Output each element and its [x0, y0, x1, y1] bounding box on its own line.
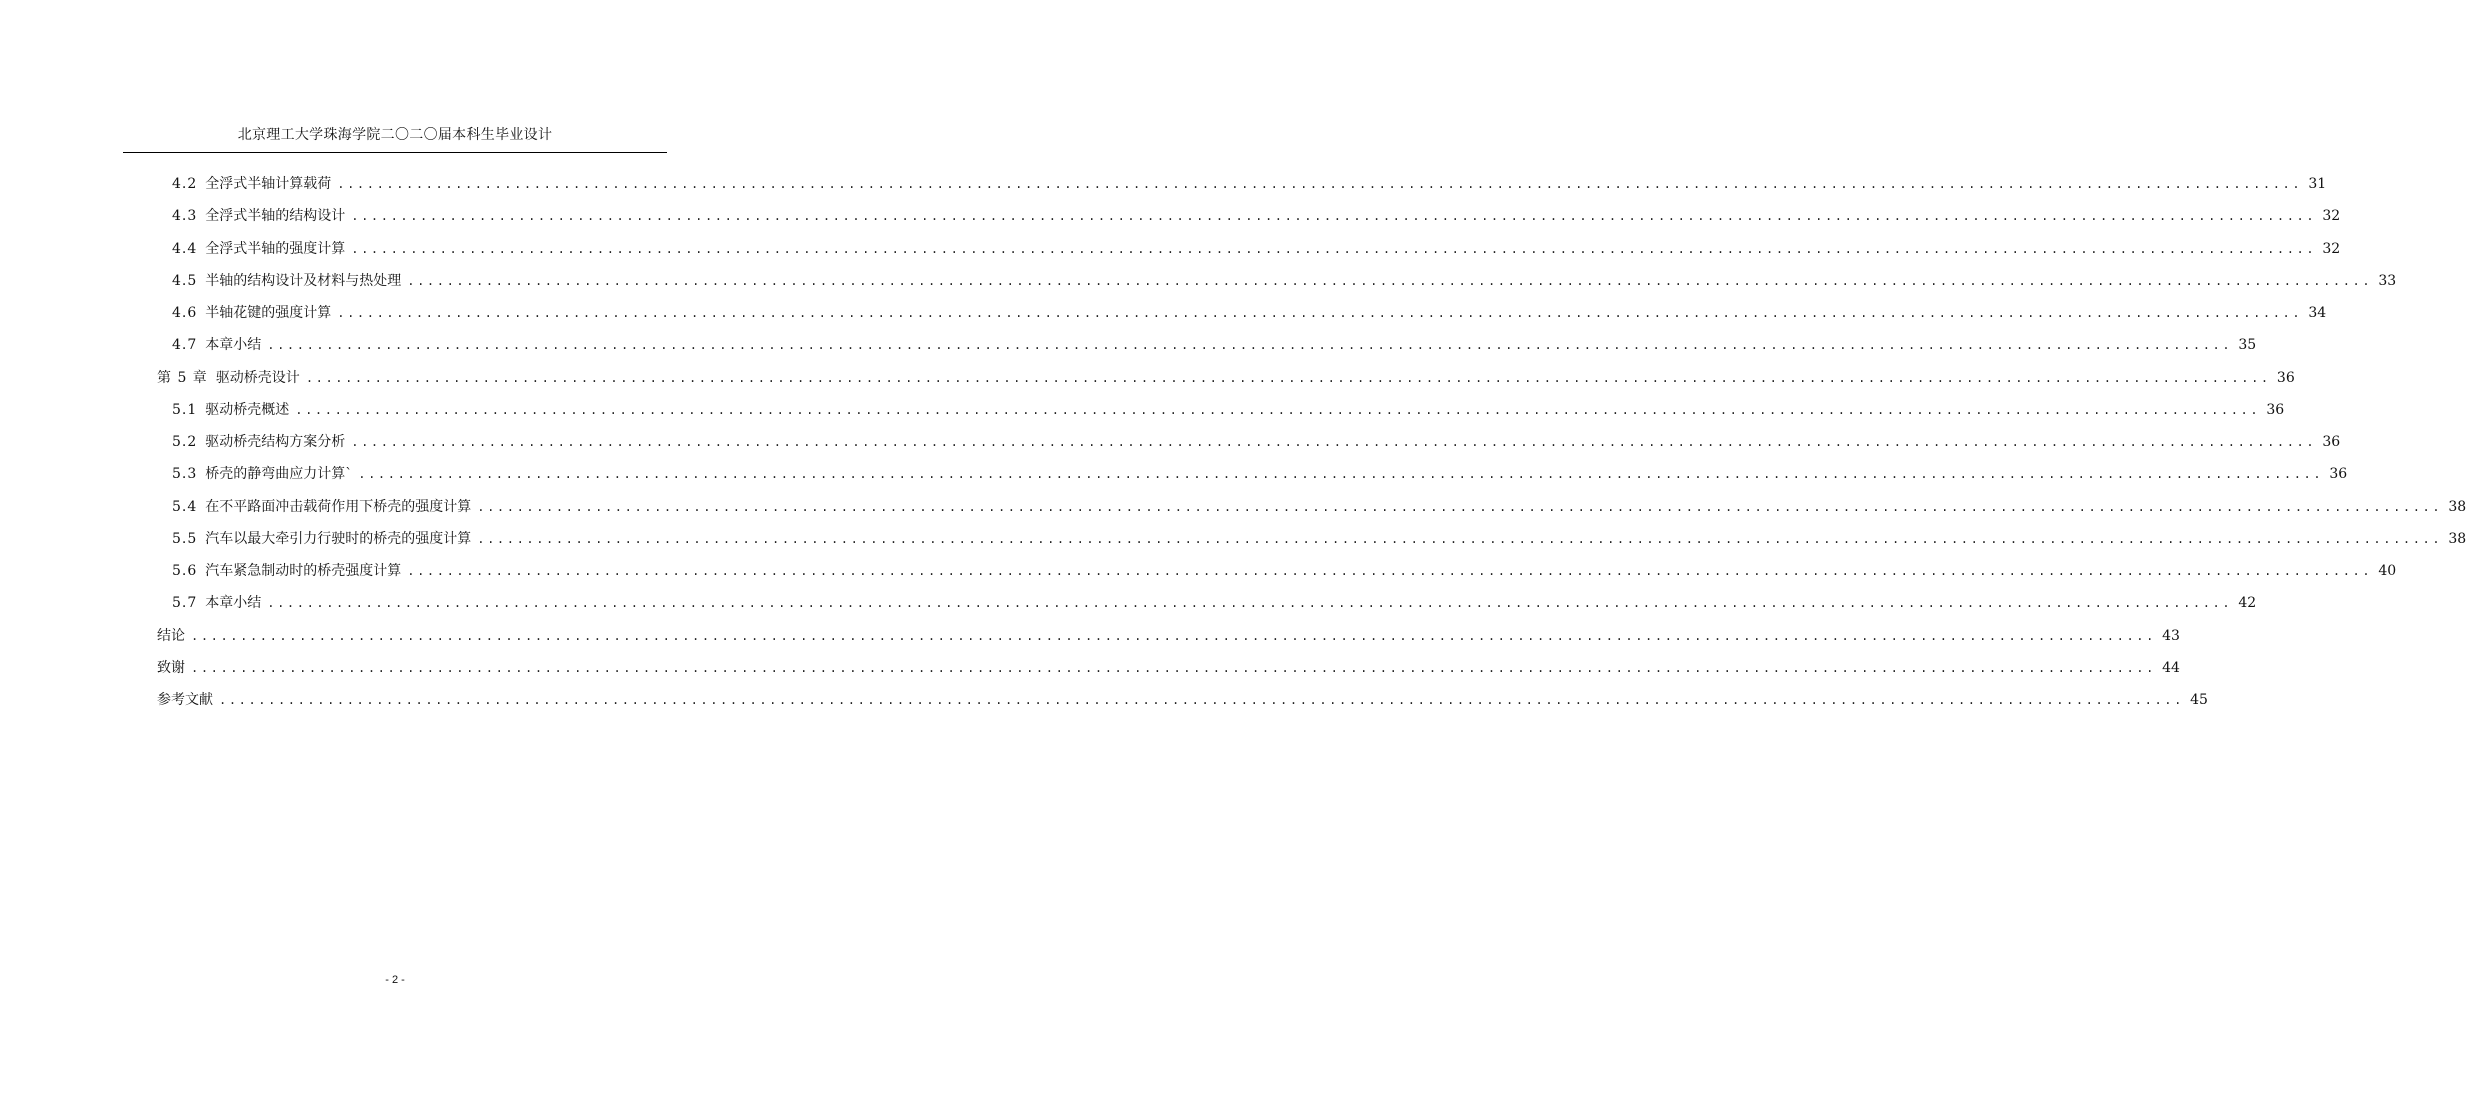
toc-dot-leader: ........................................................................................................................................................................................................: [305, 371, 2271, 385]
toc-entry-page: 34: [2308, 305, 2327, 321]
toc-entry-number: 4.4: [172, 241, 198, 257]
toc-entry[interactable]: [172, 173, 2327, 195]
toc-entry-title: 半轴花键的强度计算: [205, 305, 332, 321]
toc-entry-page: 44: [2162, 660, 2180, 676]
toc-dot-leader: ........................................................................................................................................................................................................: [351, 435, 2317, 449]
page-header-title: 北京理工大学珠海学院二〇二〇届本科生毕业设计: [237, 127, 553, 143]
toc-entry-title: 本章小结: [205, 337, 262, 353]
toc-entry[interactable]: [172, 592, 2257, 614]
toc-entry-title: 桥壳的静弯曲应力计算`: [205, 466, 353, 482]
toc-entry-page: 38: [2448, 531, 2466, 547]
page-number: - 2 -: [385, 974, 405, 986]
toc-entry-page: 40: [2378, 563, 2397, 579]
toc-dot-leader: ........................................................................................................................................................................................................: [407, 274, 2373, 288]
toc-entry[interactable]: [172, 399, 2285, 421]
toc-entry-heading: [157, 689, 213, 711]
toc-entry-title: 在不平路面冲击载荷作用下桥壳的强度计算: [205, 499, 472, 515]
toc-entry-number: 5.7: [172, 595, 198, 611]
toc-entry-title: 全浮式半轴计算载荷: [205, 176, 332, 192]
toc-entry-page: 36: [2322, 434, 2341, 450]
toc-entry[interactable]: [172, 302, 2327, 324]
toc-entry-title: 致谢: [157, 660, 185, 676]
toc-entry-title: 汽车以最大牵引力行驶时的桥壳的强度计算: [205, 531, 472, 547]
toc-dot-leader: ........................................................................................................................................................................................................: [267, 338, 2233, 352]
toc-dot-leader: ........................................................................................................................................................................................................: [267, 596, 2233, 610]
toc-entry-number: 4.5: [172, 273, 198, 289]
toc-entry-number: 5.5: [172, 531, 198, 547]
toc-dot-leader: ........................................................................................................................................................................................................: [358, 467, 2324, 481]
toc-entry-page: 33: [2378, 273, 2397, 289]
toc-dot-leader: ........................................................................................................................................................................................................: [407, 564, 2373, 578]
toc-entry-heading: [157, 367, 300, 389]
toc-entry-title: 参考文献: [157, 692, 213, 708]
toc-entry[interactable]: [157, 625, 2180, 647]
toc-entry[interactable]: [172, 270, 2397, 292]
toc-entry-heading: [157, 657, 185, 679]
toc-entry[interactable]: [172, 334, 2257, 356]
toc-entry-heading: [172, 431, 345, 453]
toc-entry-heading: [172, 302, 331, 324]
toc-entry[interactable]: [157, 657, 2180, 679]
toc-entry-page: 42: [2238, 595, 2257, 611]
toc-entry-number: 5.2: [172, 434, 198, 450]
toc-entry[interactable]: [172, 496, 2466, 518]
toc-entry[interactable]: [172, 560, 2397, 582]
toc-entry-title: 本章小结: [205, 595, 262, 611]
toc-entry-number: 4.3: [172, 208, 198, 224]
toc-entry-title: 驱动桥壳结构方案分析: [205, 434, 346, 450]
toc-entry[interactable]: [172, 431, 2341, 453]
toc-entry-number: 5.1: [172, 402, 198, 418]
toc-dot-leader: ........................................................................................................................................................................................................: [191, 629, 2156, 643]
toc-dot-leader: ........................................................................................................................................................................................................: [351, 242, 2317, 256]
toc-dot-leader: ........................................................................................................................................................................................................: [477, 532, 2443, 546]
toc-entry-number: 5.4: [172, 499, 198, 515]
toc-entry-page: 36: [2276, 370, 2295, 386]
toc-entry[interactable]: [172, 463, 2348, 485]
toc-entry-heading: [172, 560, 401, 582]
toc-entry-number: 第 5 章: [157, 370, 208, 386]
toc-entry-page: 43: [2162, 628, 2180, 644]
toc-entry-heading: [172, 205, 345, 227]
toc-entry-page: 36: [2329, 466, 2348, 482]
toc-entry-number: 4.7: [172, 337, 198, 353]
toc-dot-leader: ........................................................................................................................................................................................................: [351, 209, 2317, 223]
toc-entry-number: 4.6: [172, 305, 198, 321]
toc-entry-page: 45: [2190, 692, 2208, 708]
toc-entry-title: 全浮式半轴的结构设计: [205, 208, 346, 224]
toc-entry-page: 36: [2266, 402, 2285, 418]
toc-entry-title: 驱动桥壳设计: [215, 370, 300, 386]
toc-entry-page: 32: [2322, 241, 2341, 257]
toc-dot-leader: ........................................................................................................................................................................................................: [219, 693, 2184, 707]
toc-dot-leader: ........................................................................................................................................................................................................: [337, 306, 2303, 320]
toc-entry-page: 31: [2308, 176, 2327, 192]
toc-entry-page: 32: [2322, 208, 2341, 224]
toc-dot-leader: ........................................................................................................................................................................................................: [295, 403, 2261, 417]
toc-dot-leader: ........................................................................................................................................................................................................: [337, 177, 2303, 191]
toc-entry-page: 38: [2448, 499, 2466, 515]
toc-entry-heading: [172, 173, 331, 195]
toc-entry-title: 半轴的结构设计及材料与热处理: [205, 273, 402, 289]
toc-dot-leader: ........................................................................................................................................................................................................: [477, 500, 2443, 514]
toc-entry[interactable]: [157, 367, 2295, 389]
toc-entry[interactable]: [172, 528, 2466, 550]
toc-entry-heading: [172, 528, 471, 550]
toc-entry-page: 35: [2238, 337, 2257, 353]
toc-entry-heading: [172, 399, 289, 421]
toc-entry-heading: [172, 592, 261, 614]
toc-entry[interactable]: [172, 238, 2341, 260]
toc-entry-heading: [157, 625, 185, 647]
toc-entry-heading: [172, 270, 401, 292]
toc-entry-number: 5.3: [172, 466, 198, 482]
toc-entry-number: 5.6: [172, 563, 198, 579]
toc-dot-leader: ........................................................................................................................................................................................................: [191, 661, 2156, 675]
toc-entry[interactable]: [172, 205, 2341, 227]
toc-entry-heading: [172, 496, 471, 518]
toc-entry-title: 结论: [157, 628, 185, 644]
toc-entry-number: 4.2: [172, 176, 198, 192]
toc-entry-title: 全浮式半轴的强度计算: [205, 241, 346, 257]
toc-entry-title: 汽车紧急制动时的桥壳强度计算: [205, 563, 402, 579]
toc-entry-heading: [172, 334, 261, 356]
toc-entry-heading: [172, 463, 352, 485]
toc-entry-heading: [172, 238, 345, 260]
toc-entry-title: 驱动桥壳概述: [205, 402, 290, 418]
toc-entry[interactable]: [157, 689, 2208, 711]
